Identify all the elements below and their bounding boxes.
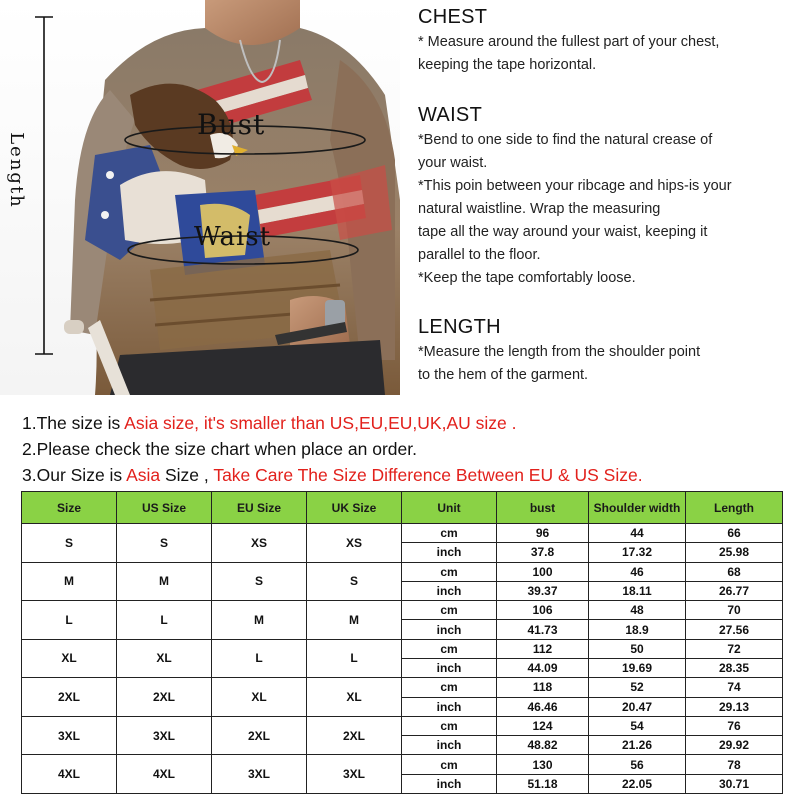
measure-cell: 70 — [686, 601, 783, 620]
note-warning: Asia size, it's smaller than US,EU,EU,UK,AU size . — [124, 413, 517, 433]
measure-cell: inch — [402, 774, 497, 793]
measure-cell: 46 — [589, 562, 686, 581]
measure-cell: 25.98 — [686, 543, 783, 562]
measure-cell: cm — [402, 755, 497, 774]
size-cell: 4XL — [117, 755, 212, 794]
size-cell: XL — [117, 639, 212, 678]
bust-label: Bust — [197, 108, 266, 141]
measure-cell: 78 — [686, 755, 783, 774]
table-row — [22, 639, 783, 658]
measure-cell: 37.8 — [497, 543, 589, 562]
measure-cell: 76 — [686, 716, 783, 735]
measure-cell: 118 — [497, 678, 589, 697]
size-cell: L — [22, 601, 117, 640]
chest-guide — [418, 6, 719, 77]
size-cell: 3XL — [117, 716, 212, 755]
column-header: EU Size — [212, 492, 307, 524]
measure-cell: 51.18 — [497, 774, 589, 793]
waist-line: *Keep the tape comfortably loose. — [418, 270, 636, 286]
measure-cell: inch — [402, 581, 497, 600]
measure-cell: inch — [402, 543, 497, 562]
note-1 — [22, 410, 792, 436]
length-line: *Measure the length from the shoulder point — [418, 344, 701, 360]
table-row — [22, 755, 783, 774]
measure-cell: cm — [402, 562, 497, 581]
table-row — [22, 678, 783, 697]
column-header: UK Size — [307, 492, 402, 524]
measure-cell: 68 — [686, 562, 783, 581]
measure-cell: 56 — [589, 755, 686, 774]
waist-text — [418, 129, 732, 290]
size-cell: 2XL — [212, 716, 307, 755]
measure-cell: 106 — [497, 601, 589, 620]
measure-cell: 66 — [686, 524, 783, 543]
table-row — [22, 716, 783, 735]
measure-cell: 20.47 — [589, 697, 686, 716]
measure-cell: cm — [402, 601, 497, 620]
note-3 — [22, 462, 792, 488]
waist-line: parallel to the floor. — [418, 247, 541, 263]
length-line: to the hem of the garment. — [418, 367, 589, 383]
measure-cell: 52 — [589, 678, 686, 697]
measure-cell: 96 — [497, 524, 589, 543]
size-cell: XL — [212, 678, 307, 717]
measure-cell: 44.09 — [497, 658, 589, 677]
measure-cell: 28.35 — [686, 658, 783, 677]
measure-cell: 54 — [589, 716, 686, 735]
table-header-row — [22, 492, 783, 524]
waist-line: *This poin between your ribcage and hips-is your — [418, 178, 732, 194]
size-cell: S — [117, 524, 212, 563]
size-cell: L — [117, 601, 212, 640]
size-cell: XL — [22, 639, 117, 678]
measure-cell: inch — [402, 736, 497, 755]
table-row — [22, 562, 783, 581]
note-warning: Asia — [126, 465, 161, 485]
waist-guide — [418, 104, 732, 290]
measure-cell: 18.9 — [589, 620, 686, 639]
table-body — [22, 524, 783, 794]
measure-cell: 22.05 — [589, 774, 686, 793]
size-cell: XS — [212, 524, 307, 563]
measure-cell: 72 — [686, 639, 783, 658]
length-text — [418, 341, 700, 387]
measure-cell: cm — [402, 639, 497, 658]
length-guide — [418, 316, 700, 387]
measure-cell: inch — [402, 697, 497, 716]
measure-cell: 27.56 — [686, 620, 783, 639]
size-cell: S — [22, 524, 117, 563]
measure-cell: 21.26 — [589, 736, 686, 755]
size-cell: 2XL — [307, 716, 402, 755]
measure-cell: 74 — [686, 678, 783, 697]
note-text: 2.Please check the size chart when place an order. — [22, 439, 417, 459]
size-cell: 2XL — [117, 678, 212, 717]
note-text: 3.Our Size is — [22, 465, 127, 485]
measure-cell: 29.13 — [686, 697, 783, 716]
table-row — [22, 601, 783, 620]
waist-line: *Bend to one side to find the natural crease of — [418, 132, 713, 148]
length-title: LENGTH — [418, 316, 501, 338]
column-header: Length — [686, 492, 783, 524]
column-header: bust — [497, 492, 589, 524]
chest-title: CHEST — [418, 6, 488, 28]
measure-cell: cm — [402, 524, 497, 543]
measure-cell: 17.32 — [589, 543, 686, 562]
measure-cell: inch — [402, 658, 497, 677]
measure-cell: 19.69 — [589, 658, 686, 677]
model-shirt-illustration — [0, 0, 400, 395]
size-cell: 3XL — [307, 755, 402, 794]
chest-line: keeping the tape horizontal. — [418, 57, 597, 73]
size-cell: 4XL — [22, 755, 117, 794]
column-header: Size — [22, 492, 117, 524]
measure-cell: 44 — [589, 524, 686, 543]
measure-cell: 26.77 — [686, 581, 783, 600]
note-text: Size , — [160, 465, 214, 485]
size-chart-table — [21, 491, 783, 794]
waist-line: your waist. — [418, 155, 488, 171]
note-2 — [22, 436, 792, 462]
length-label: Length — [5, 132, 27, 209]
column-header: Unit — [402, 492, 497, 524]
table-row — [22, 524, 783, 543]
size-cell: M — [307, 601, 402, 640]
chest-text — [418, 31, 719, 77]
size-cell: M — [22, 562, 117, 601]
size-cell: S — [307, 562, 402, 601]
size-cell: XS — [307, 524, 402, 563]
column-header: Shoulder width — [589, 492, 686, 524]
measure-cell: 100 — [497, 562, 589, 581]
size-cell: XL — [307, 678, 402, 717]
measure-cell: cm — [402, 678, 497, 697]
measure-cell: 46.46 — [497, 697, 589, 716]
measure-cell: cm — [402, 716, 497, 735]
size-cell: L — [212, 639, 307, 678]
measure-cell: 39.37 — [497, 581, 589, 600]
measure-cell: 48 — [589, 601, 686, 620]
waist-line: tape all the way around your waist, keeping it — [418, 224, 708, 240]
size-cell: M — [117, 562, 212, 601]
size-cell: 3XL — [212, 755, 307, 794]
measure-cell: 18.11 — [589, 581, 686, 600]
product-photo — [0, 0, 400, 395]
note-text: 1.The size is — [22, 413, 125, 433]
size-cell: S — [212, 562, 307, 601]
measure-cell: 30.71 — [686, 774, 783, 793]
measure-cell: 124 — [497, 716, 589, 735]
size-cell: M — [212, 601, 307, 640]
column-header: US Size — [117, 492, 212, 524]
measure-cell: inch — [402, 620, 497, 639]
measure-cell: 50 — [589, 639, 686, 658]
measure-cell: 48.82 — [497, 736, 589, 755]
note-warning: Take Care The Size Difference Between EU & US Size. — [213, 465, 643, 485]
waist-title: WAIST — [418, 104, 483, 126]
size-cell: L — [307, 639, 402, 678]
measure-cell: 29.92 — [686, 736, 783, 755]
waist-line: natural waistline. Wrap the measuring — [418, 201, 661, 217]
chest-line: * Measure around the fullest part of your chest, — [418, 34, 720, 50]
waist-label: Waist — [194, 222, 272, 252]
measure-cell: 112 — [497, 639, 589, 658]
measure-cell: 130 — [497, 755, 589, 774]
size-cell: 2XL — [22, 678, 117, 717]
measure-cell: 41.73 — [497, 620, 589, 639]
size-cell: 3XL — [22, 716, 117, 755]
size-notes — [22, 410, 792, 488]
